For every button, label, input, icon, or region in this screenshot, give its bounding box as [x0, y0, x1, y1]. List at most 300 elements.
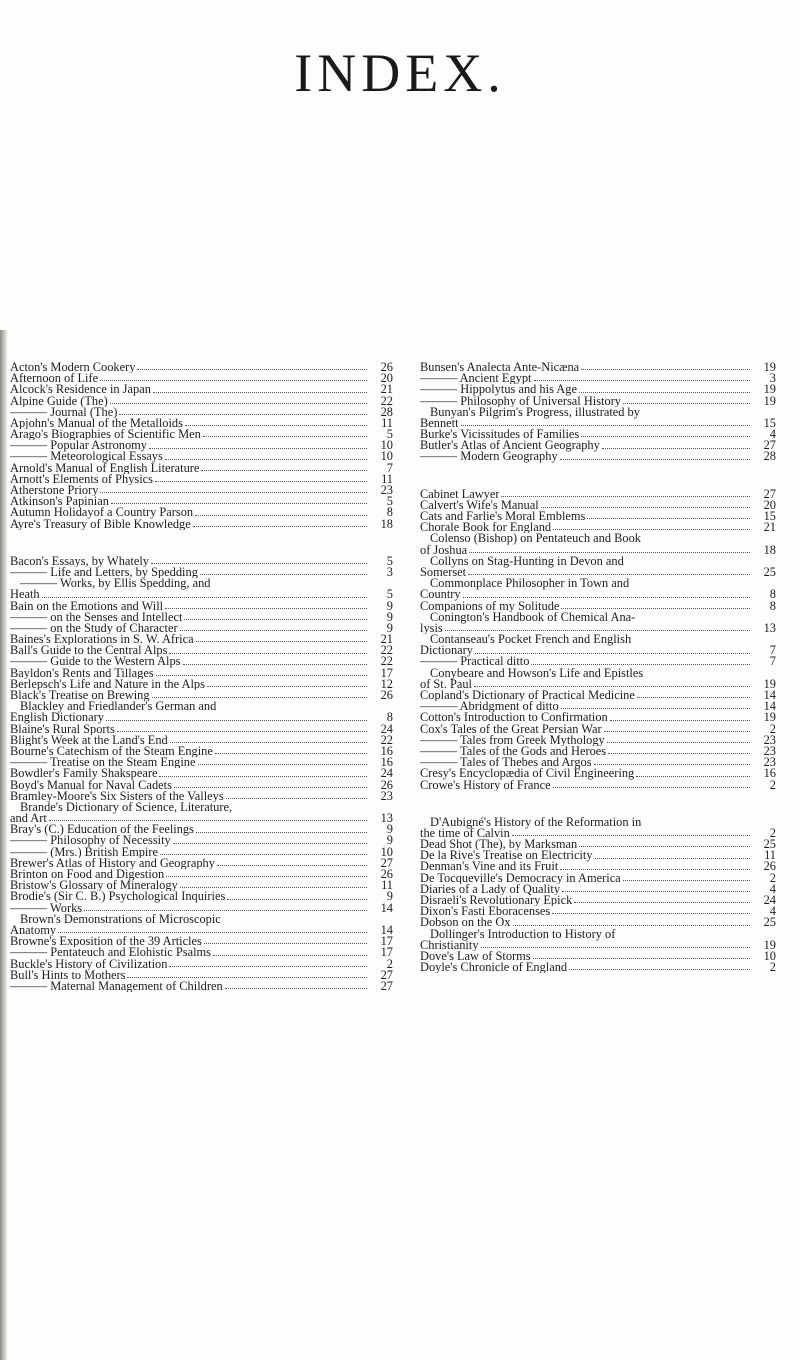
entry-title: ——— Tales of Thebes and Argos [420, 757, 592, 769]
entry-page-number: 5 [386, 587, 393, 602]
dot-leader [587, 518, 750, 519]
entry-page-number: 10 [763, 948, 776, 963]
index-entry [420, 712, 776, 723]
dot-leader [561, 708, 750, 709]
index-entry [10, 743, 393, 758]
dot-leader [534, 380, 750, 381]
dot-leader [203, 436, 367, 437]
entry-page-number: 26 [380, 688, 393, 703]
entry-title: Butler's Atlas of Ancient Geography [420, 440, 600, 452]
entry-title: Companions of my Solitude [420, 600, 560, 612]
index-entry [10, 634, 393, 645]
index-entry [10, 712, 393, 723]
dot-leader [174, 787, 367, 788]
dot-leader [183, 664, 367, 665]
entry-page-number: 2 [769, 960, 776, 975]
index-entry [420, 429, 776, 440]
entry-title: Berlepsch's Life and Nature in the Alps [10, 678, 205, 691]
entry-title: Christianity [420, 939, 479, 951]
entry-page-number: 4 [769, 904, 776, 919]
entry-page-number: 9 [386, 598, 393, 613]
index-column-left [10, 359, 393, 1018]
entry-title: Apjohn's Manual of the Metalloids [10, 417, 183, 430]
index-group [420, 486, 776, 792]
dot-leader [623, 880, 750, 881]
entry-title: Bacon's Essays, by Whately [10, 555, 149, 567]
entry-title: Bramley-Moore's Six Sisters of the Valleys [10, 790, 224, 802]
index-entry [10, 393, 393, 408]
entry-title: Bowdler's Family Shakspeare [10, 768, 158, 780]
entry-page-number: 10 [380, 449, 393, 464]
dot-leader [637, 697, 750, 698]
entry-title: D'Aubigné's History of the Reformation in [430, 814, 642, 829]
entry-page-number: 5 [386, 494, 393, 509]
entry-title: Heath [10, 589, 40, 601]
entry-page-number: 21 [380, 382, 393, 397]
index-entry [10, 654, 393, 669]
index-entry [10, 440, 393, 451]
index-entry [10, 516, 393, 531]
dot-leader [560, 459, 750, 460]
index-entry [10, 553, 393, 568]
entry-title: ——— Philosophy of Necessity [10, 835, 171, 847]
entry-title: ——— Abridgment of ditto [420, 701, 559, 713]
dot-leader [153, 392, 367, 393]
dot-leader [151, 563, 367, 564]
entry-page-number: 7 [769, 654, 776, 669]
entry-title: Chorale Book for England [420, 522, 552, 534]
entry-page-number: 17 [380, 665, 393, 680]
entry-title: Conybeare and Howson's Life and Epistles [430, 665, 644, 680]
entry-title: ——— (Mrs.) British Empire [10, 846, 158, 858]
dot-leader [200, 574, 367, 575]
index-entry [420, 440, 776, 451]
entry-title: Baines's Explorations in S. W. Africa [10, 634, 194, 646]
entry-title: Brinton on Food and Digestion [10, 869, 165, 881]
entry-page-number: 28 [380, 404, 393, 419]
entry-title: Alcock's Residence in Japan [10, 384, 151, 396]
dot-leader [165, 459, 367, 460]
entry-page-number: 14 [380, 922, 393, 937]
entry-title: Crowe's History of France [420, 779, 551, 791]
entry-title: Dixon's Fasti Eboracenses [420, 906, 551, 918]
dot-leader [474, 686, 750, 687]
dot-leader [42, 597, 367, 598]
dot-leader [552, 913, 750, 914]
dot-leader [110, 403, 367, 404]
entry-page-number: 9 [386, 609, 393, 624]
entry-page-number: 19 [763, 937, 776, 952]
entry-page-number: 16 [763, 766, 776, 781]
dot-leader [225, 988, 367, 989]
index-group [10, 553, 393, 993]
dot-leader [196, 641, 367, 642]
dot-leader [165, 608, 367, 609]
entry-title: of Joshua [420, 544, 468, 556]
entry-page-number: 8 [386, 505, 393, 520]
entry-title: lysis [420, 622, 443, 635]
entry-title: of St. Paul [420, 678, 472, 691]
index-entry [10, 880, 393, 891]
entry-page-number: 26 [380, 777, 393, 792]
entry-page-number: 2 [769, 825, 776, 840]
entry-title: Bayldon's Rents and Tillages [10, 667, 154, 679]
entry-page-number: 9 [386, 889, 393, 904]
entry-title: ——— Ancient Egypt [420, 373, 532, 385]
entry-page-number: 13 [763, 620, 776, 635]
index-entry [10, 833, 393, 848]
entry-title: Brown's Demonstrations of Microscopic [20, 911, 221, 926]
index-entry [420, 825, 776, 840]
entry-title: De la Rive's Treatise on Electricity [420, 850, 593, 862]
index-entry [420, 415, 776, 430]
entry-title: Ayre's Treasury of Bible Knowledge [10, 518, 191, 530]
dot-leader [468, 574, 750, 575]
index-group [420, 814, 776, 975]
entry-title: Collyns on Stag-Hunting in Devon and [430, 553, 624, 568]
entry-page-number: 27 [380, 967, 393, 982]
entry-title: Cabinet Lawyer [420, 488, 500, 500]
entry-title: Autumn Holidayof a Country Parson [10, 507, 194, 519]
entry-title: Burke's Vicissitudes of Families [420, 429, 580, 441]
dot-leader [475, 653, 750, 654]
index-entry [10, 589, 393, 600]
dot-leader [185, 425, 367, 426]
index-entry [10, 507, 393, 518]
entry-title: Cotton's Introduction to Confirmation [420, 712, 608, 724]
index-entry [10, 449, 393, 464]
dot-leader [569, 969, 750, 970]
index-entry [10, 384, 393, 395]
index-entry [420, 609, 776, 624]
index-entry [10, 855, 393, 870]
dot-leader [166, 876, 367, 877]
dot-leader [207, 686, 367, 687]
index-entry [10, 496, 393, 507]
dot-leader [170, 742, 367, 743]
entry-title: Dobson on the Ox [420, 917, 511, 929]
dot-leader [196, 832, 367, 833]
dot-leader [579, 392, 750, 393]
entry-page-number: 9 [386, 833, 393, 848]
index-entry [420, 850, 776, 861]
entry-page-number: 27 [763, 438, 776, 453]
entry-page-number: 9 [386, 620, 393, 635]
dot-leader [204, 943, 367, 944]
index-entry [420, 404, 776, 419]
index-entry [10, 578, 393, 589]
entry-page-number: 14 [763, 688, 776, 703]
dot-leader [541, 507, 750, 508]
dot-leader [173, 843, 367, 844]
index-entry [420, 553, 776, 568]
entry-page-number: 22 [380, 654, 393, 669]
entry-page-number: 20 [763, 497, 776, 512]
entry-title: Conington's Handbook of Chemical Ana- [430, 609, 636, 624]
index-entry [420, 777, 776, 792]
dot-leader [149, 448, 367, 449]
dot-leader [553, 529, 750, 530]
dot-leader [604, 731, 750, 732]
index-entry [420, 497, 776, 512]
entry-page-number: 22 [380, 643, 393, 658]
dot-leader [217, 865, 367, 866]
dot-leader [184, 619, 367, 620]
dot-leader [581, 436, 750, 437]
entry-title: ——— Modern Geography [420, 451, 558, 463]
index-entry [420, 743, 776, 758]
entry-title: Bull's Hints to Mothers [10, 969, 126, 981]
entry-page-number: 23 [763, 755, 776, 770]
index-entry [420, 449, 776, 464]
entry-title: English Dictionary [10, 712, 104, 724]
dot-leader [119, 414, 367, 415]
entry-page-number: 14 [380, 900, 393, 915]
entry-page-number: 23 [763, 743, 776, 758]
index-entry [420, 757, 776, 768]
dot-leader [195, 515, 367, 516]
index-entry [420, 895, 776, 906]
entry-title: Buckle's History of Civilization [10, 958, 168, 970]
entry-title: ——— Philosophy of Universal History [420, 395, 621, 407]
entry-title: Bennett [420, 417, 459, 430]
dot-leader [561, 608, 750, 609]
entry-page-number: 11 [764, 848, 776, 863]
entry-title: Somerset [420, 566, 467, 579]
entry-title: Country [420, 589, 461, 601]
index-entry [420, 859, 776, 874]
dot-leader [608, 753, 750, 754]
entry-page-number: 14 [763, 699, 776, 714]
entry-title: the time of Calvin [420, 827, 510, 840]
entry-title: Diaries of a Lady of Quality [420, 883, 561, 896]
index-entry [420, 701, 776, 712]
index-entry [420, 814, 776, 829]
entry-title: Arago's Biographies of Scientific Men [10, 429, 201, 441]
index-entry [420, 962, 776, 973]
entry-page-number: 24 [763, 893, 776, 908]
dot-leader [159, 776, 367, 777]
entry-title: Denman's Vine and its Fruit [420, 861, 559, 873]
entry-title: Bunyan's Pilgrim's Progress, illustrated by [430, 404, 640, 419]
dot-leader [201, 470, 367, 471]
entry-title: ——— Tales of the Gods and Heroes [420, 745, 607, 758]
entry-title: Bray's (C.) Education of the Feelings [10, 824, 194, 836]
entry-title: ——— Life and Letters, by Spedding [10, 566, 198, 579]
index-entry [10, 721, 393, 736]
dot-leader [84, 910, 367, 911]
entry-page-number: 27 [763, 486, 776, 501]
dot-leader [215, 753, 367, 754]
index-entry [10, 404, 393, 419]
entry-page-number: 2 [769, 777, 776, 792]
dot-leader [623, 403, 750, 404]
dot-leader [49, 820, 367, 821]
entry-page-number: 5 [386, 553, 393, 568]
entry-title: Black's Treatise on Brewing [10, 690, 150, 702]
dot-leader [595, 858, 750, 859]
dot-leader [106, 720, 367, 721]
dot-leader [513, 925, 750, 926]
entry-title: Dead Shot (The), by Marksman [420, 839, 578, 851]
dot-leader [553, 787, 750, 788]
index-entry [10, 732, 393, 747]
dot-leader [560, 869, 750, 870]
index-entry [10, 891, 393, 902]
entry-page-number: 27 [380, 978, 393, 993]
entry-page-number: 10 [380, 438, 393, 453]
index-entry [420, 839, 776, 850]
entry-title: ——— on the Study of Character [10, 622, 178, 635]
entry-title: Doyle's Chronicle of England [420, 962, 568, 974]
entry-title: Disraeli's Revolutionary Epick [420, 895, 573, 907]
entry-title: Bristow's Glossary of Mineralogy [10, 880, 178, 892]
dot-leader [100, 380, 367, 381]
index-entry [420, 937, 776, 952]
entry-page-number: 19 [763, 382, 776, 397]
entry-page-number: 25 [763, 564, 776, 579]
entry-page-number: 8 [769, 587, 776, 602]
entry-title: Brodie's (Sir C. B.) Psychological Inquiries [10, 891, 226, 903]
dot-leader [610, 720, 750, 721]
index-entry [420, 948, 776, 963]
index-entry [10, 609, 393, 624]
index-entry [420, 732, 776, 747]
index-entry [10, 824, 393, 835]
entry-title: Atherstone Priory [10, 485, 99, 497]
entry-page-number: 25 [763, 837, 776, 852]
entry-page-number: 26 [763, 859, 776, 874]
index-entry [10, 757, 393, 768]
index-entry [420, 881, 776, 896]
dot-leader [594, 764, 750, 765]
index-entry [420, 384, 776, 395]
entry-title: ——— Practical ditto [420, 656, 530, 668]
entry-title: Brewer's Atlas of History and Geography [10, 857, 215, 870]
entry-page-number: 8 [769, 598, 776, 613]
entry-page-number: 22 [380, 393, 393, 408]
dot-leader [198, 764, 368, 765]
dot-leader [169, 653, 367, 654]
index-entry [10, 471, 393, 486]
index-entry [420, 533, 776, 544]
dot-leader [227, 899, 367, 900]
index-group [420, 359, 776, 464]
entry-page-number: 16 [380, 743, 393, 758]
index-entry [420, 721, 776, 736]
index-entry [10, 373, 393, 384]
index-entry [10, 799, 393, 814]
index-entry [420, 690, 776, 701]
entry-page-number: 17 [380, 934, 393, 949]
index-entry [10, 598, 393, 613]
entry-page-number: 11 [381, 471, 393, 486]
entry-page-number: 7 [386, 460, 393, 475]
index-entry [10, 645, 393, 656]
entry-title: ——— Maternal Management of Children [10, 980, 223, 993]
entry-title: ——— Meteorological Essays [10, 451, 163, 463]
dot-leader [152, 697, 367, 698]
dot-leader [213, 955, 367, 956]
entry-page-number: 4 [769, 881, 776, 896]
dot-leader [111, 503, 367, 504]
dot-leader [180, 630, 367, 631]
entry-title: ——— Journal (The) [10, 406, 118, 418]
entry-title: ——— Pentateuch and Elohistic Psalms [10, 947, 211, 959]
index-entry [420, 665, 776, 680]
entry-title: Ball's Guide to the Central Alps [10, 645, 168, 657]
entry-page-number: 15 [763, 415, 776, 430]
entry-title: Dollinger's Introduction to History of [430, 926, 616, 941]
page-title: INDEX. [294, 43, 506, 103]
index-entry [10, 768, 393, 779]
entry-page-number: 19 [763, 359, 776, 374]
index-entry [10, 415, 393, 430]
index-entry [420, 768, 776, 779]
entry-title: Cox's Tales of the Great Persian War [420, 723, 602, 735]
index-entry [10, 947, 393, 958]
entry-page-number: 25 [763, 915, 776, 930]
entry-page-number: 24 [380, 721, 393, 736]
index-entry [10, 956, 393, 971]
entry-page-number: 8 [386, 710, 393, 725]
index-entry [10, 620, 393, 635]
index-entry [10, 485, 393, 496]
index-entry [10, 665, 393, 680]
index-entry [10, 359, 393, 374]
entry-page-number: 18 [763, 542, 776, 557]
entry-page-number: 20 [380, 371, 393, 386]
entry-title: Blackley and Friedlander's German and [20, 699, 217, 714]
index-entry [420, 634, 776, 645]
entry-page-number: 27 [380, 855, 393, 870]
entry-page-number: 26 [380, 867, 393, 882]
entry-page-number: 10 [380, 844, 393, 859]
dot-leader [463, 597, 750, 598]
entry-title: Contanseau's Pocket French and English [430, 632, 632, 647]
dot-leader [533, 958, 750, 959]
entry-title: Commonplace Philosopher in Town and [430, 576, 630, 591]
entry-page-number: 23 [380, 483, 393, 498]
entry-page-number: 3 [769, 371, 776, 386]
entry-title: De Tocqueville's Democracy in America [420, 872, 621, 884]
entry-page-number: 19 [763, 393, 776, 408]
entry-title: Bourne's Catechism of the Steam Engine [10, 745, 213, 758]
entry-title: Colenso (Bishop) on Pentateuch and Book [430, 531, 641, 546]
index-entry [10, 911, 393, 926]
entry-page-number: 16 [380, 755, 393, 770]
entry-page-number: 4 [769, 427, 776, 442]
entry-page-number: 12 [380, 676, 393, 691]
entry-page-number: 17 [380, 945, 393, 960]
entry-page-number: 24 [380, 766, 393, 781]
entry-page-number: 7 [769, 643, 776, 658]
entry-page-number: 23 [380, 788, 393, 803]
entry-page-number: 11 [381, 415, 393, 430]
entry-page-number: 19 [763, 676, 776, 691]
entry-page-number: 26 [380, 359, 393, 374]
dot-leader [562, 891, 750, 892]
index-entry [420, 373, 776, 384]
index-entry [420, 359, 776, 374]
index-column-right [420, 359, 776, 999]
entry-title: Cresy's Encyclopædia of Civil Engineering [420, 768, 635, 780]
dot-leader [461, 425, 750, 426]
index-entry [10, 777, 393, 792]
entry-page-number: 5 [386, 427, 393, 442]
entry-page-number: 19 [763, 710, 776, 725]
dot-leader [607, 742, 750, 743]
